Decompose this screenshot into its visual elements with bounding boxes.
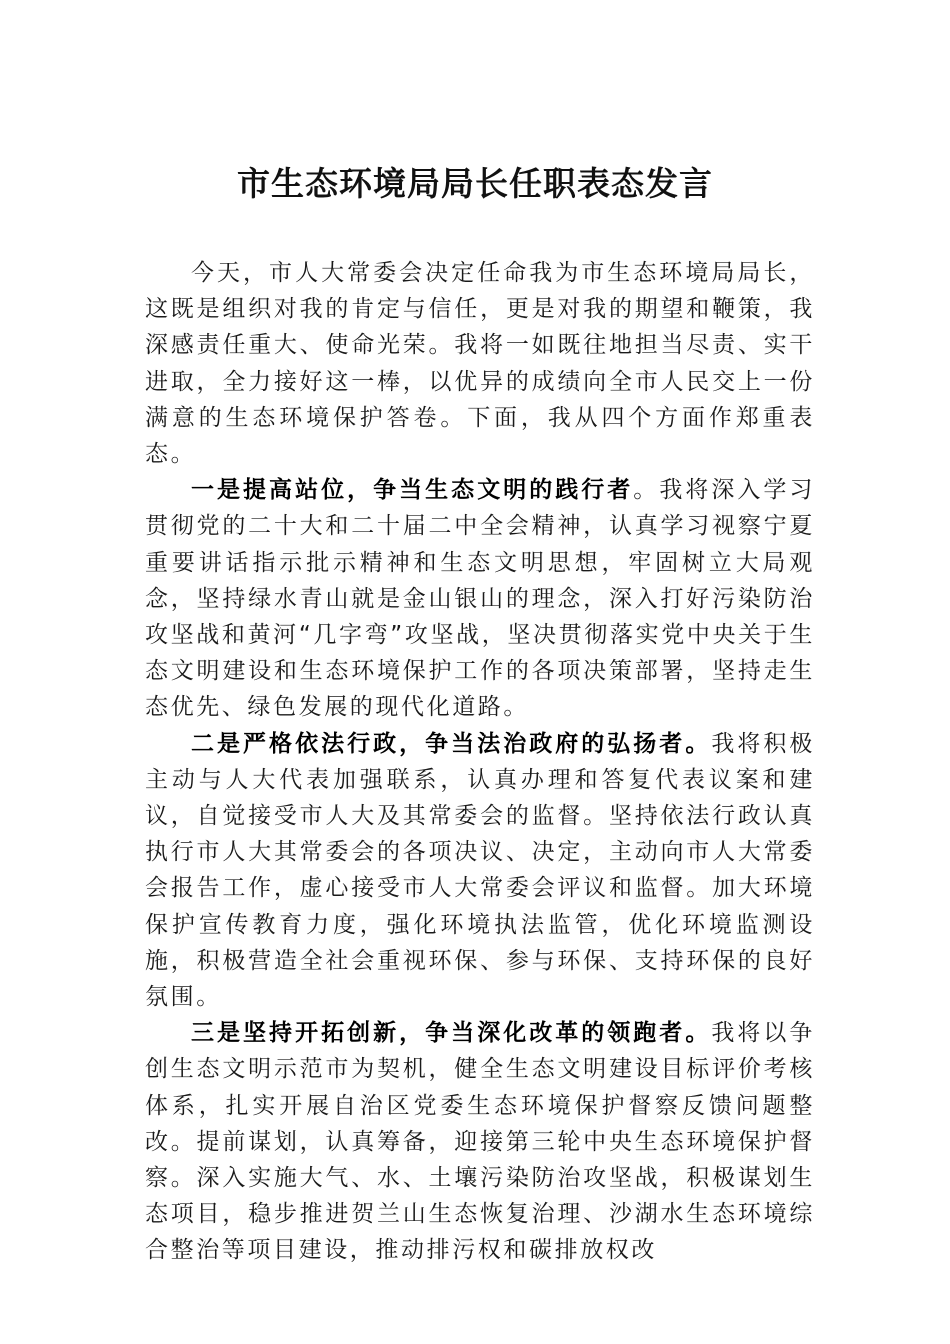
paragraph-point-one bbox=[145, 472, 815, 725]
document-body bbox=[145, 255, 815, 1269]
paragraph-lead: 二是严格依法行政，争当法治政府的弘扬者。 bbox=[191, 730, 712, 757]
paragraph-intro bbox=[145, 255, 815, 472]
paragraph-text: 我将积极主动与人大代表加强联系，认真办理和答复代表议案和建议，自觉接受市人大及其常委会的监督。坚持依法行政认真执行市人大其常委会的各项决议、决定，主动向市人大常委会报告工作，虚心接受市人大常委会评议和监督。加大环境保护宣传教育力度，强化环境执法监管，优化环境监测设施，积极营造全社会重视环保、参与环保、支持环保的良好氛围。 bbox=[145, 730, 815, 1011]
paragraph-text: 。我将深入学习贯彻党的二十大和二十届二中全会精神，认真学习视察宁夏重要讲话指示批示精神和生态文明思想，牢固树立大局观念，坚持绿水青山就是金山银山的理念，深入打好污染防治攻坚战和黄河“几字弯”攻坚战，坚决贯彻落实党中央关于生态文明建设和生态环境保护工作的各项决策部署，坚持走生态优先、绿色发展的现代化道路。 bbox=[145, 477, 815, 721]
paragraph-text: 今天，市人大常委会决定任命我为市生态环境局局长，这既是组织对我的肯定与信任，更是对我的期望和鞭策，我深感责任重大、使命光荣。我将一如既往地担当尽责、实干进取，全力接好这一棒，以优异的成绩向全市人民交上一份满意的生态环境保护答卷。下面，我从四个方面作郑重表态。 bbox=[145, 260, 815, 468]
paragraph-text: 我将以争创生态文明示范市为契机，健全生态文明建设目标评价考核体系，扎实开展自治区党委生态环境保护督察反馈问题整改。提前谋划，认真筹备，迎接第三轮中央生态环境保护督察。深入实施大气、水、土壤污染防治攻坚战，积极谋划生态项目，稳步推进贺兰山生态恢复治理、沙湖水生态环境综合整治等项目建设，推动排污权和碳排放权改 bbox=[145, 1020, 815, 1264]
paragraph-point-two bbox=[145, 726, 815, 1016]
document-title: 市生态环境局局长任职表态发言 bbox=[237, 164, 713, 203]
paragraph-lead: 一是提高站位，争当生态文明的践行者 bbox=[191, 477, 634, 504]
paragraph-point-three bbox=[145, 1015, 815, 1268]
paragraph-lead: 三是坚持开拓创新，争当深化改革的领跑者。 bbox=[191, 1020, 712, 1047]
